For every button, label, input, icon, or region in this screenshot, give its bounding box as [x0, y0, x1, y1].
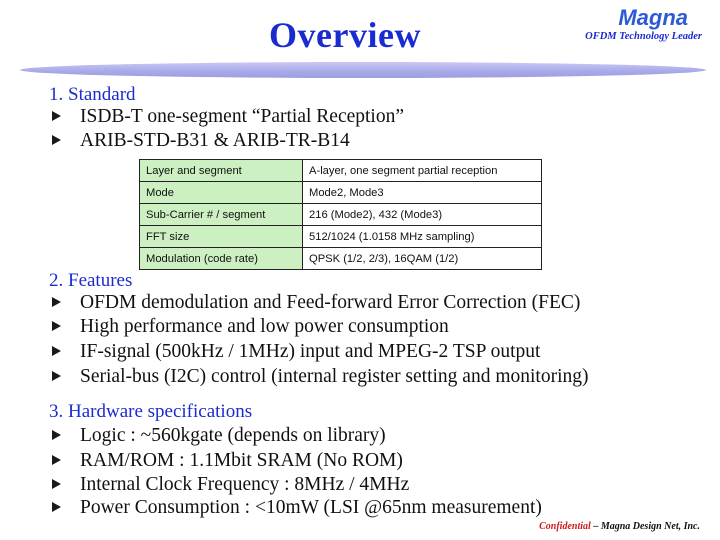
table-row: [140, 182, 542, 204]
bullet-item: [52, 292, 580, 314]
table-cell-key: Modulation (code rate): [140, 248, 303, 270]
table-cell-key: Sub-Carrier # / segment: [140, 204, 303, 226]
bullet-item: [52, 474, 409, 496]
confidential-label: Confidential: [539, 521, 591, 532]
bullet-text: IF-signal (500kHz / 1MHz) input and MPEG-2 TSP output: [80, 341, 541, 362]
bullet-text: OFDM demodulation and Feed-forward Error Correction (FEC): [80, 292, 581, 313]
triangle-bullet-icon: [52, 502, 61, 512]
bullet-text: High performance and low power consumption: [80, 316, 449, 337]
triangle-bullet-icon: [52, 479, 61, 489]
triangle-bullet-icon: [52, 321, 61, 331]
table-row: [140, 160, 542, 182]
bullet-item: [52, 366, 589, 388]
triangle-bullet-icon: [52, 346, 61, 356]
bullet-item: [52, 130, 350, 152]
bullet-text: Internal Clock Frequency : 8MHz / 4MHz: [80, 474, 410, 495]
bullet-item: [52, 106, 404, 128]
bullet-text: Serial-bus (I2C) control (internal register setting and monitoring): [80, 366, 589, 387]
bullet-text: RAM/ROM : 1.1Mbit SRAM (No ROM): [80, 450, 403, 471]
table-row: [140, 226, 542, 248]
logo-tagline: OFDM Technology Leader: [585, 31, 702, 42]
bullet-text: Logic : ~560kgate (depends on library): [80, 425, 386, 446]
footer-company: – Magna Design Net, Inc.: [590, 521, 700, 532]
triangle-bullet-icon: [52, 297, 61, 307]
bullet-item: [52, 341, 540, 363]
section-heading-hardware: 3. Hardware specifications: [49, 401, 253, 422]
bullet-text: ARIB-STD-B31 & ARIB-TR-B14: [80, 130, 350, 151]
company-logo: [585, 6, 702, 43]
table-cell-value: Mode2, Mode3: [303, 182, 542, 204]
section-heading-features: 2. Features: [49, 270, 133, 291]
table-cell-key: Layer and segment: [140, 160, 303, 182]
triangle-bullet-icon: [52, 371, 61, 381]
logo-name: Magna: [618, 5, 688, 30]
table-row: [140, 204, 542, 226]
bullet-text: Power Consumption : <10mW (LSI @65nm measurement): [80, 497, 542, 518]
bullet-item: [52, 497, 542, 519]
triangle-bullet-icon: [52, 111, 61, 121]
table-cell-key: FFT size: [140, 226, 303, 248]
table-cell-value: QPSK (1/2, 2/3), 16QAM (1/2): [303, 248, 542, 270]
bullet-item: [52, 450, 403, 472]
bullet-item: [52, 316, 449, 338]
table-cell-value: 216 (Mode2), 432 (Mode3): [303, 204, 542, 226]
table-row: [140, 248, 542, 270]
footer-confidential: [539, 521, 700, 532]
table-cell-value: A-layer, one segment partial reception: [303, 160, 542, 182]
table-cell-value: 512/1024 (1.0158 MHz sampling): [303, 226, 542, 248]
bullet-item: [52, 425, 386, 447]
page-title: Overview: [269, 15, 421, 55]
triangle-bullet-icon: [52, 135, 61, 145]
spec-table: [139, 159, 542, 270]
title-divider-bar: [20, 62, 706, 78]
bullet-text: ISDB-T one-segment “Partial Reception”: [80, 106, 405, 127]
section-heading-standard: 1. Standard: [49, 84, 136, 105]
table-cell-key: Mode: [140, 182, 303, 204]
triangle-bullet-icon: [52, 455, 61, 465]
triangle-bullet-icon: [52, 430, 61, 440]
